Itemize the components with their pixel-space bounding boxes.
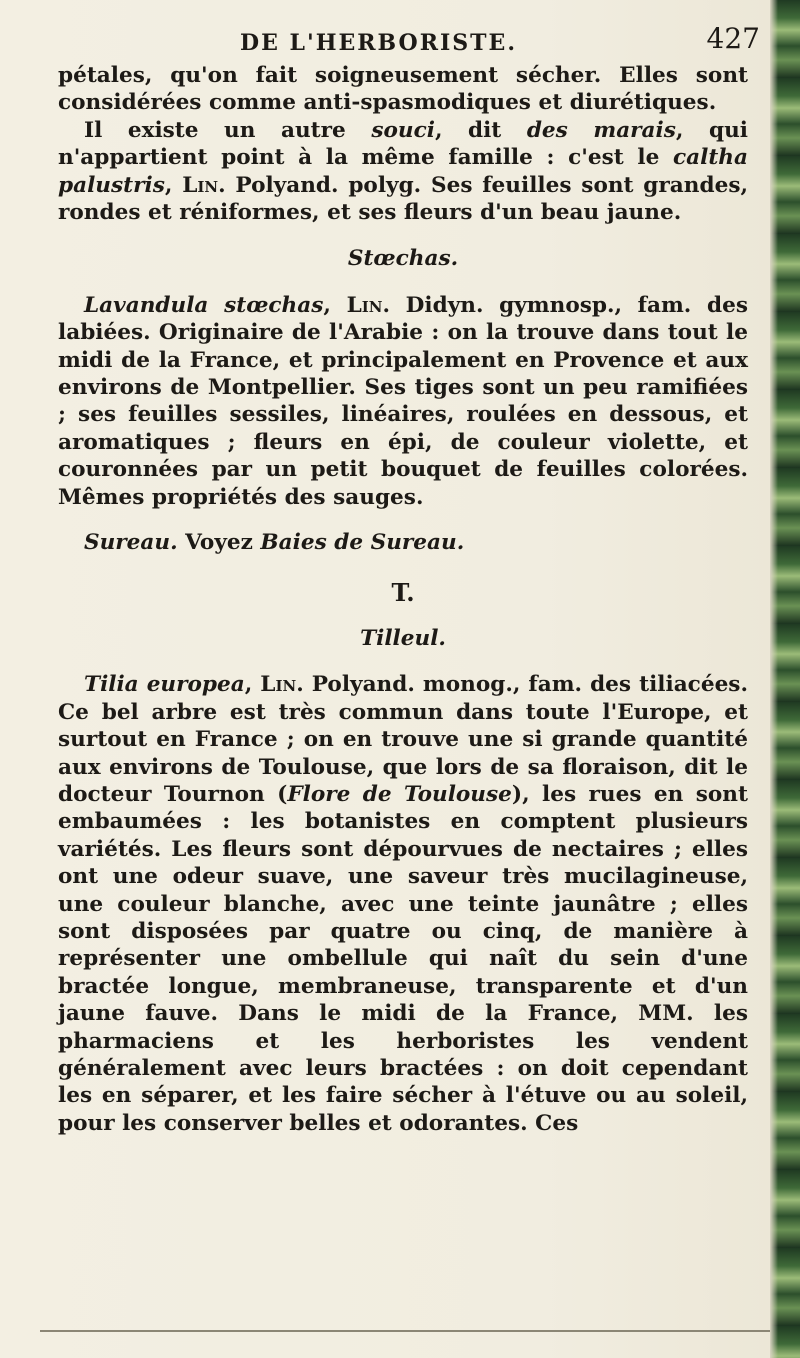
text-run: , qui n'appartient point à la même famille : c'est le [58,117,748,171]
italic-run: Sureau. [84,530,178,556]
author-abbrev: Lin. [346,292,391,318]
page-number: 427 [706,22,760,55]
italic-run: Lavandula stœchas [84,292,324,318]
text-run: , [244,672,261,698]
italic-run: Flore de Toulouse [287,781,512,807]
paragraph [58,292,748,511]
italic-run: des marais [526,117,676,143]
paragraph [58,117,748,227]
text-run: Voyez [177,530,261,556]
letter-heading: T. [391,577,415,607]
running-title: DE L'HERBORISTE. [240,30,517,56]
text-run: , [164,172,183,198]
text-run: Polyand. polyg. Ses feuilles sont grandes, rondes et réniformes, et ses fleurs d'un beau jaune. [58,172,748,226]
page-header [90,12,760,56]
text-run: Polyand. monog., fam. des tiliacées. Ce bel arbre est très commun dans toute l'Europe, et surtout en France ; on en trouve une si grande quantité aux environs de Toulouse, que lors de sa floraison, dit le docteur Tournon ( [58,672,748,807]
section-heading: Stœchas. [347,246,459,272]
text-run: Didyn. gymnosp., fam. des labiées. Originaire de l'Arabie : on la trouve dans tout le midi de la France, et principalement en Provence et aux environs de Montpellier. Ses tiges sont un peu ramifiées ; ses feuilles sessiles, linéaires, roulées en dessous, et aromatiques ; fleurs en épi, de couleur violette, et couronnées par un petit bouquet de feuilles colorées. Mêmes propriétés des sauges. [58,292,748,510]
text-run: , [323,292,347,318]
author-abbrev: Lin. [182,172,226,198]
body-text [58,62,748,1137]
italic-run: souci [371,117,435,143]
italic-run: Tilia europea [84,672,245,698]
text-run: Il existe un autre [84,117,372,143]
italic-run: Baies de Sureau. [260,530,465,556]
paragraph [58,671,748,1137]
green-binding-edge [770,0,800,1358]
text-run: , dit [434,117,527,143]
bottom-edge-rule [40,1330,770,1332]
italic-run: caltha palustris [58,145,748,198]
author-abbrev: Lin. [260,672,304,698]
text-run: ), les rues en sont embaumées : les botanistes en comptent plusieurs variétés. Les fleurs sont dépourvues de nectaires ; elles ont une odeur suave, une saveur très mucilagineuse, une couleur blanche, avec une teinte jaunâtre ; elles sont disposées par quatre ou cinq, de manière à représenter une ombellule qui naît du sein d'une bractée longue, membraneuse, transparente et d'un jaune fauve. Dans le midi de la France, MM. les pharmaciens et les herboristes les vendent généralement avec leurs bractées : on doit cependant les en séparer, et les faire sécher à l'étuve ou au soleil, pour les conserver belles et odorantes. Ces [58,781,748,1136]
paragraph [58,529,748,556]
section-heading: Tilleul. [360,625,446,651]
paragraph [58,62,748,117]
text-run: pétales, qu'on fait soigneusement sécher. Elles sont considérées comme anti-spasmodiques et diurétiques. [58,63,748,116]
